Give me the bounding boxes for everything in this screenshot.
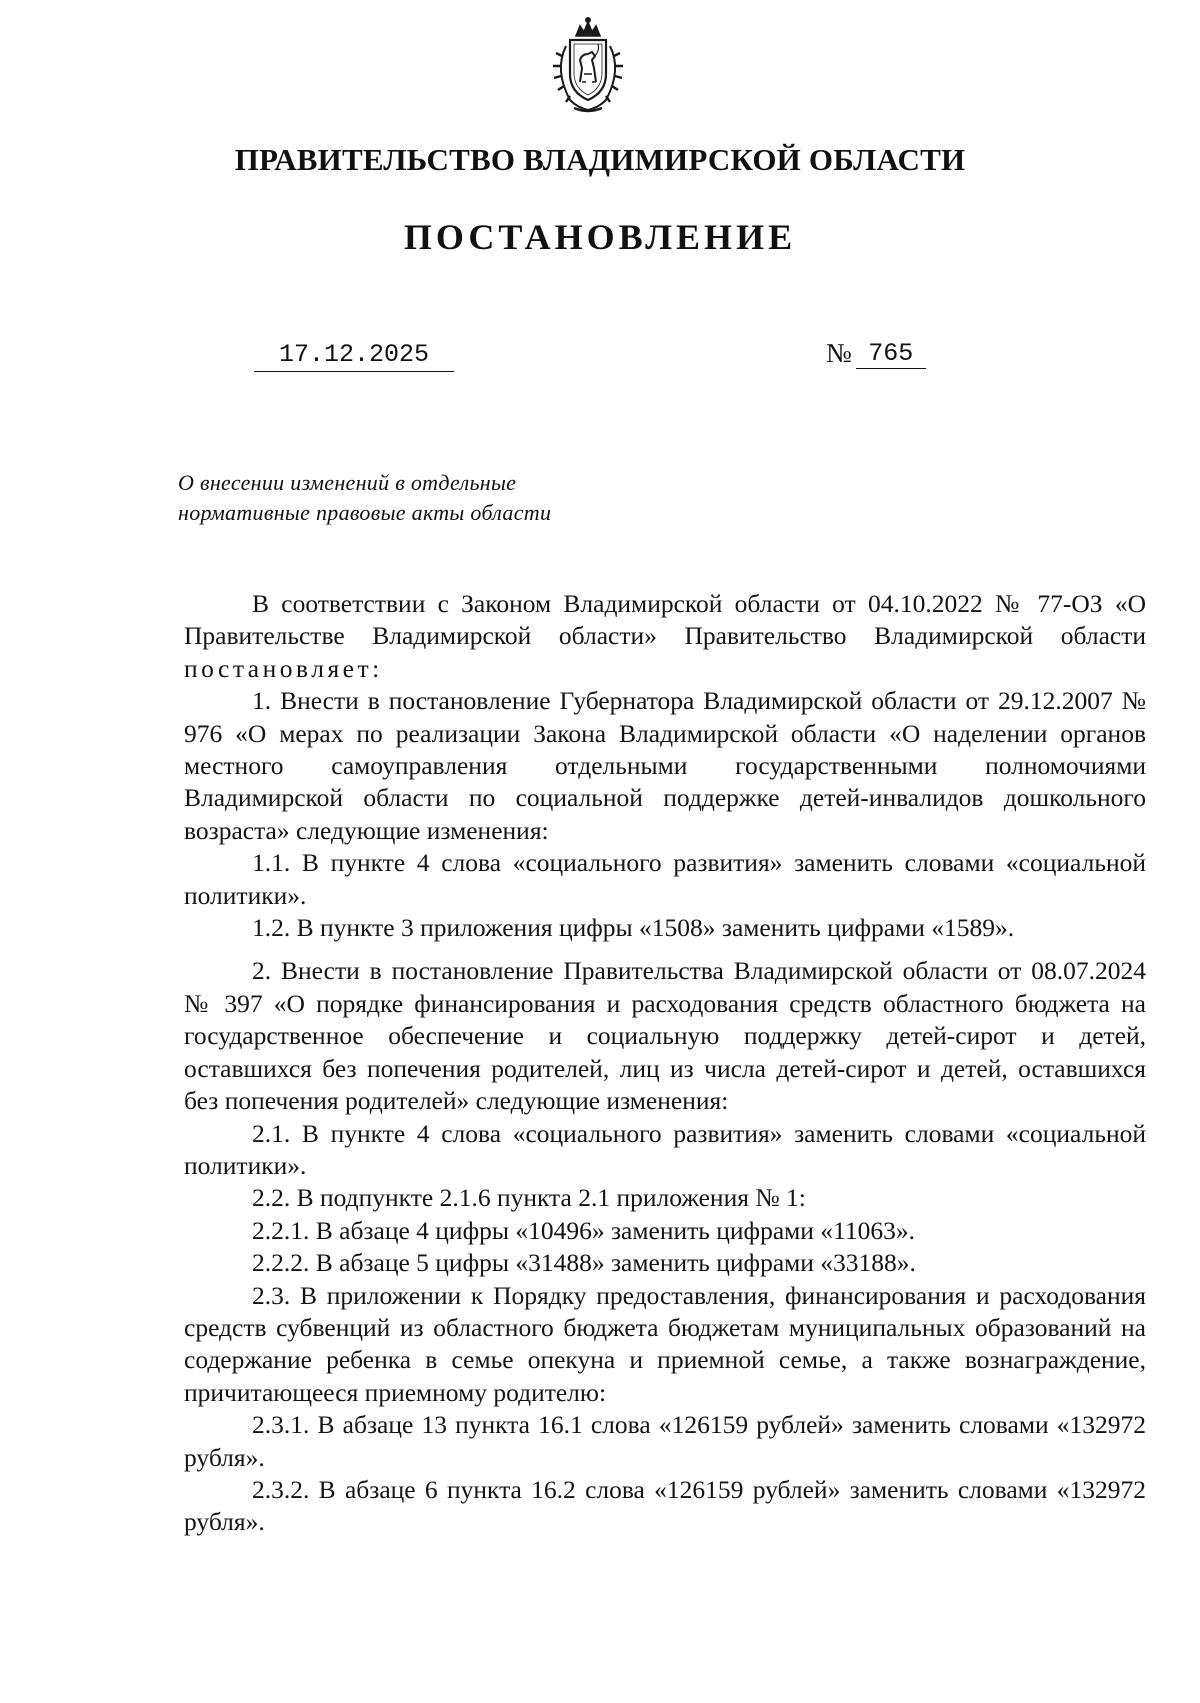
document-date: 17.12.2025: [254, 340, 454, 372]
preamble-text: В соответствии с Законом Владимирской области от 04.10.2022 № 77-ОЗ «О Правительстве Владимирской области» Правительство Владимирской области: [184, 589, 1146, 651]
document-number-field: [826, 338, 926, 369]
clause-2-2: 2.2. В подпункте 2.1.6 пункта 2.1 приложения № 1:: [252, 1183, 806, 1213]
clause-1-1: 1.1. В пункте 4 слова «социального развития» заменить словами «социальной политики».: [184, 848, 1146, 910]
document-subject: [178, 468, 618, 528]
clause-2-3-2: 2.3.2. В абзаце 6 пункта 16.2 слова «126159 рублей» заменить словами «132972 рубля».: [184, 1474, 1146, 1537]
number-sign: №: [826, 338, 852, 368]
subject-line: нормативные правовые акты области: [178, 500, 552, 525]
clause-2-2-1: 2.2.1. В абзаце 4 цифры «10496» заменить цифрами «11063».: [252, 1215, 915, 1245]
clause-2-1: 2.1. В пункте 4 слова «социального развития» заменить словами «социальной политики».: [184, 1118, 1146, 1180]
clause-2-3-1: 2.3.1. В абзаце 13 пункта 16.1 слова «126159 рублей» заменить словами «132972 рубля».: [184, 1410, 1146, 1472]
clause-2-2-2: 2.2.2. В абзаце 5 цифры «31488» заменить цифрами «33188».: [252, 1248, 916, 1278]
clause-2-3: 2.3. В приложении к Порядку предоставления, финансирования и расходования средств субвенций из областного бюджета бюджетам муниципальных образований на содержание ребенка в семье опекуна и приемной семье, а также вознаграждение, причитающееся приемному родителю:: [184, 1280, 1146, 1407]
document-type-title: ПОСТАНОВЛЕНИЕ: [403, 217, 797, 257]
clause-2: 2. Внести в постановление Правительства Владимирской области от 08.07.2024 № 397 «О порядке финансирования и расходования средств областного бюджета на государственное обеспечение и социальную поддержку детей-сирот и детей, оставшихся без попечения родителей, лиц из числа детей-сирот и детей, оставшихся без попечения родителей» следующие изменения:: [184, 956, 1146, 1116]
preamble-verb: постановляет:: [184, 653, 383, 683]
coat-of-arms-icon: [540, 16, 636, 116]
document-body: [184, 588, 1146, 1539]
organization-title: ПРАВИТЕЛЬСТВО ВЛАДИМИРСКОЙ ОБЛАСТИ: [234, 142, 966, 177]
preamble-paragraph: [184, 588, 1146, 685]
clause-1: 1. Внести в постановление Губернатора Владимирской области от 29.12.2007 № 976 «О мерах по реализации Закона Владимирской области «О наделении органов местного самоуправления отдельными государственными полномочиями Владимирской области по социальной поддержке детей-инвалидов дошкольного возраста» следующие изменения:: [184, 686, 1146, 845]
document-number: 765: [856, 339, 926, 369]
clause-1-2: 1.2. В пункте 3 приложения цифры «1508» заменить цифрами «1589».: [252, 913, 1015, 943]
subject-line: О внесении изменений в отдельные: [178, 470, 517, 495]
